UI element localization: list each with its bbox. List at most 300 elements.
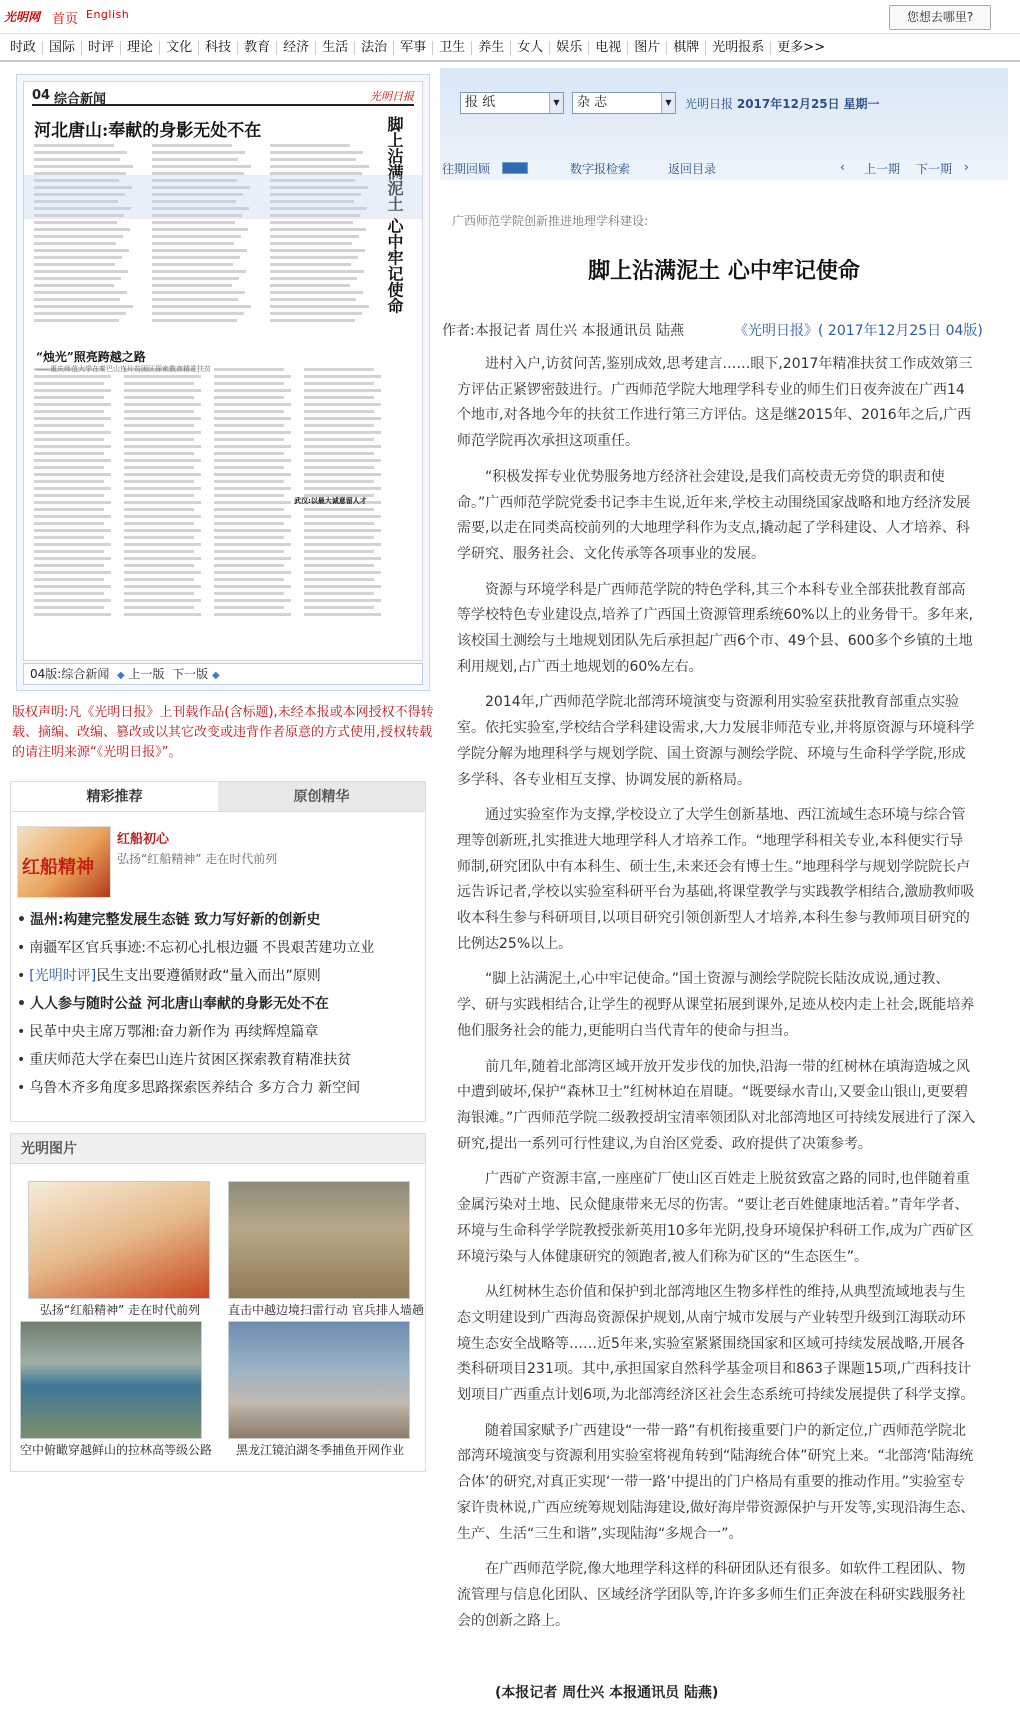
paper-text-line bbox=[214, 564, 284, 567]
recommend-item-text[interactable]: 南疆军区官兵事迹:不忘初心扎根边疆 不畏艰苦建功立业 bbox=[29, 940, 375, 956]
paper-text-line bbox=[152, 319, 237, 322]
chevron-down-icon[interactable]: ▼ bbox=[549, 93, 563, 113]
paper-text-line bbox=[304, 417, 381, 420]
paper-text-line bbox=[214, 606, 284, 609]
paper-text-line bbox=[304, 466, 374, 469]
paper-text-line bbox=[270, 291, 363, 294]
paper-text-line bbox=[304, 550, 374, 553]
paper-text-line bbox=[214, 501, 291, 504]
paper-text-line bbox=[304, 368, 374, 371]
paper-text-line bbox=[34, 158, 120, 161]
article-paragraph: 在广西师范学院,像大地理学科这样的科研团队还有很多。如软件工程团队、物流管理与信息化团队、区域经济学团队等,许许多多师生们正奔波在科研实践服务社会的创新之路上。 bbox=[457, 1561, 966, 1629]
nav-item[interactable]: 时评 bbox=[82, 41, 121, 55]
paper-text-line bbox=[124, 557, 201, 560]
paper-text-line bbox=[304, 585, 381, 588]
paper-text-line bbox=[214, 480, 284, 483]
paper-text-line bbox=[304, 522, 374, 525]
paper-text-line bbox=[270, 242, 352, 245]
paper-text-line bbox=[124, 592, 194, 595]
photo-image[interactable] bbox=[228, 1321, 410, 1439]
paper-text-line bbox=[214, 382, 284, 385]
article-byline: 作者:本报记者 周仕兴 本报通讯员 陆燕 bbox=[442, 323, 685, 339]
paper-header bbox=[32, 88, 414, 106]
paper-text-line bbox=[304, 599, 381, 602]
recommend-item[interactable] bbox=[17, 1046, 421, 1074]
paper-text-line bbox=[214, 403, 291, 406]
paper-text-line bbox=[304, 571, 381, 574]
paper-text-line bbox=[152, 263, 233, 266]
paper-subtitle[interactable]: “烛光”照亮跨越之路 bbox=[36, 350, 146, 364]
paper-text-line bbox=[304, 452, 374, 455]
paper-text-line bbox=[34, 417, 111, 420]
nav-item[interactable]: 卫生 bbox=[433, 41, 472, 55]
paper-text-line bbox=[270, 277, 357, 280]
paper-text-line bbox=[34, 536, 104, 539]
paper-text-line bbox=[124, 396, 194, 399]
copyright-notice: 版权声明:凡《光明日报》上刊载作品(含标题),未经本报或本网授权不得转载、摘编、改编、篡改或以其它改变或违背作者原意的方式使用,授权转载的请注明来源“《光明日报》”。 bbox=[12, 705, 434, 760]
chevron-left-icon[interactable]: ‹ bbox=[840, 160, 845, 174]
photo-item[interactable] bbox=[28, 1181, 212, 1321]
paper-text-line bbox=[214, 529, 291, 532]
paper-text-line bbox=[304, 536, 374, 539]
paper-text-line bbox=[34, 249, 129, 252]
paper-text-line bbox=[34, 494, 104, 497]
paper-text-line bbox=[34, 375, 111, 378]
paper-text-line bbox=[34, 151, 127, 154]
tab-original[interactable]: 原创精华 bbox=[218, 782, 425, 811]
feature-title[interactable]: 红船初心 bbox=[117, 832, 170, 847]
paper-text-line bbox=[304, 473, 381, 476]
nav-item[interactable]: 军事 bbox=[394, 41, 433, 55]
recommend-item-text[interactable]: 温州:构建完整发展生态链 致力写好新的创新史 bbox=[29, 912, 321, 928]
paper-text-line bbox=[34, 578, 104, 581]
paper-text-line bbox=[34, 459, 111, 462]
article-paragraph: 资源与环境学科是广西师范学院的特色学科,其三个本科专业全部获批教育部高等学校特色专业建设点,培养了广西国土资源管理系统60%以上的业务骨干。多年来,该校国土测绘与土地规划团队先后承担起广西6个市、49个县、600多个乡镇的土地利用规划,占广西土地规划的60%左右。 bbox=[457, 581, 974, 675]
paper-text-line bbox=[304, 424, 374, 427]
paper-text-column bbox=[214, 368, 291, 620]
paper-page-nav bbox=[23, 663, 423, 685]
recommend-item-text[interactable]: 民革中央主席万鄂湘:奋力新作为 再续辉煌篇章 bbox=[29, 1024, 319, 1040]
paper-text-line bbox=[214, 459, 291, 462]
paper-text-line bbox=[270, 305, 369, 308]
paper-text-line bbox=[34, 410, 104, 413]
paper-text-line bbox=[214, 536, 284, 539]
paper-text-line bbox=[270, 298, 356, 301]
paper-text-line bbox=[34, 305, 133, 308]
nav-item[interactable]: 科技 bbox=[199, 41, 238, 55]
recommend-item-text[interactable]: 人人参与随时公益 河北唐山奉献的身影无处不在 bbox=[29, 996, 329, 1012]
photo-heading: 光明图片 bbox=[11, 1134, 425, 1164]
newspaper-viewer bbox=[16, 74, 430, 691]
paper-text-line bbox=[270, 151, 363, 154]
paper-text-line bbox=[124, 508, 194, 511]
paper-text-line bbox=[124, 445, 201, 448]
paper-text-line bbox=[124, 480, 194, 483]
paper-text-line bbox=[34, 445, 111, 448]
next-issue-link[interactable]: 下一期 bbox=[916, 162, 953, 176]
paper-vertical-title[interactable]: 脚上沾满泥土 心中牢记使命 bbox=[385, 116, 404, 314]
article-source[interactable]: 《光明日报》( 2017年12月25日 04版) bbox=[734, 323, 983, 339]
paper-text-line bbox=[304, 431, 381, 434]
paper-text-line bbox=[34, 480, 104, 483]
nav-item[interactable]: 法治 bbox=[355, 41, 394, 55]
paper-text-line bbox=[34, 424, 104, 427]
paper-text-line bbox=[152, 235, 241, 238]
recommend-item[interactable] bbox=[17, 1074, 421, 1102]
photo-item[interactable] bbox=[20, 1321, 213, 1461]
paper-text-line bbox=[152, 221, 235, 224]
nav-item[interactable]: 电视 bbox=[589, 41, 628, 55]
date-value: 2017年12月25日 bbox=[736, 97, 840, 111]
paper-text-column bbox=[304, 368, 381, 620]
top-bar bbox=[0, 0, 1020, 34]
paper-text-line bbox=[270, 256, 358, 259]
paper-text-line bbox=[34, 235, 123, 238]
recommend-item[interactable] bbox=[17, 934, 421, 962]
paper-text-line bbox=[34, 298, 120, 301]
paper-text-line bbox=[124, 564, 194, 567]
paper-text-line bbox=[304, 480, 374, 483]
paper-text-line bbox=[304, 403, 381, 406]
feature-image[interactable] bbox=[17, 826, 111, 898]
prev-page-icon[interactable]: ◆ bbox=[116, 670, 125, 681]
paper-text-line bbox=[214, 508, 284, 511]
nav-item[interactable]: 教育 bbox=[238, 41, 277, 55]
paper-text-line bbox=[304, 564, 374, 567]
photo-image[interactable] bbox=[28, 1181, 210, 1299]
paper-type-select[interactable] bbox=[460, 92, 564, 114]
paper-subtitle-small: ——重庆师范大学在秦巴山连片贫困区探索教育精准扶贫 bbox=[36, 365, 211, 373]
paper-text-line bbox=[34, 571, 111, 574]
paper-text-line bbox=[34, 452, 104, 455]
recommend-item[interactable] bbox=[17, 990, 421, 1018]
photo-caption[interactable]: 弘扬“红船精神” 走在时代前列 bbox=[39, 1303, 201, 1317]
paper-text-line bbox=[214, 396, 284, 399]
paper-text-line bbox=[124, 466, 194, 469]
paper-type-value: 报 纸 bbox=[465, 95, 496, 110]
article-paragraph: 进村入户,访贫问苦,鉴别成效,思考建言……眼下,2017年精准扶贫工作成效第三方评估正紧锣密鼓进行。广西师范学院大地理学科专业的师生们日夜奔波在广西14个地市,对各地今年的扶贫工作进行第三方评估。这是继2015年、2016年之后,广西师范学院再次承担这项重任。 bbox=[457, 356, 973, 450]
paper-text-line bbox=[124, 585, 201, 588]
paper-text-line bbox=[124, 382, 194, 385]
paper-text-line bbox=[34, 403, 111, 406]
english-link[interactable]: English bbox=[86, 8, 130, 21]
paper-text-line bbox=[124, 571, 201, 574]
paper-text-line bbox=[34, 242, 116, 245]
nav-item[interactable]: 经济 bbox=[277, 41, 316, 55]
paper-text-line bbox=[34, 550, 104, 553]
paper-text-line bbox=[152, 298, 238, 301]
paper-name: 光明日报 bbox=[685, 97, 734, 111]
paper-text-line bbox=[214, 550, 284, 553]
paper-text-line bbox=[124, 424, 194, 427]
paper-text-line bbox=[270, 144, 350, 147]
paper-text-line bbox=[214, 389, 291, 392]
paper-text-line bbox=[270, 270, 364, 273]
paper-text-line bbox=[124, 403, 201, 406]
photo-item[interactable] bbox=[228, 1321, 412, 1461]
photo-caption[interactable]: 空中俯瞰穿越鲜山的拉林高等级公路 bbox=[20, 1443, 213, 1457]
paper-text-line bbox=[34, 277, 121, 280]
paper-text-column bbox=[124, 368, 201, 620]
paper-text-line bbox=[214, 466, 284, 469]
paper-text-line bbox=[124, 494, 194, 497]
paper-text-column bbox=[34, 368, 111, 620]
paper-text-line bbox=[124, 522, 194, 525]
paper-text-line bbox=[124, 410, 194, 413]
nav-item[interactable]: 更多>> bbox=[777, 40, 826, 55]
paper-text-line bbox=[124, 417, 201, 420]
prev-page-link[interactable]: 上一版 bbox=[128, 667, 165, 681]
paper-text-line bbox=[34, 263, 115, 266]
paper-text-line bbox=[214, 417, 291, 420]
paper-text-line bbox=[34, 487, 111, 490]
paper-text-line bbox=[34, 228, 130, 231]
paper-text-line bbox=[124, 578, 194, 581]
paper-text-line bbox=[152, 284, 232, 287]
paper-text-line bbox=[304, 529, 381, 532]
paper-subtitle-2[interactable]: 武汉:以最大诚意留人才 bbox=[294, 497, 367, 505]
recommend-item-text[interactable]: 民生支出要遵循财政“量入而出”原则 bbox=[96, 968, 321, 984]
paper-text-line bbox=[34, 466, 104, 469]
article-paragraph: 通过实验室作为支撑,学校设立了大学生创新基地、西江流域生态环境与综合管理等创新班,扎实推进大地理学科人才培养工作。“地理学科相关专业,本科便实行导师制,研究团队中有本科生、硕士生,未来还会有博士生。”地理科学与规划学院院长卢远告诉记者,学校以实验室科研平台为基础,将课堂教学与实践教学相结合,激励教师吸收本科生参与科研项目,以项目研究引领创新型人才培养,本科生参与教师项目研究的比例达25%以上。 bbox=[457, 807, 975, 952]
paper-text-line bbox=[270, 284, 350, 287]
paper-text-line bbox=[270, 228, 366, 231]
past-issues-link[interactable]: 往期回顾 bbox=[442, 162, 491, 176]
nav-item[interactable]: 女人 bbox=[511, 41, 550, 55]
paper-text-line bbox=[304, 543, 381, 546]
paper-text-line bbox=[124, 459, 201, 462]
issue-date bbox=[685, 95, 880, 112]
paper-text-line bbox=[214, 375, 291, 378]
paper-text-line bbox=[34, 606, 104, 609]
paper-text-line bbox=[152, 242, 234, 245]
paper-text-line bbox=[34, 557, 111, 560]
paper-text-line bbox=[124, 515, 201, 518]
magazine-select[interactable] bbox=[572, 92, 676, 114]
nav-item[interactable]: 图片 bbox=[628, 41, 667, 55]
paper-text-line bbox=[124, 536, 194, 539]
paper-text-line bbox=[214, 515, 291, 518]
article-paragraph: 前几年,随着北部湾区域开放开发步伐的加快,沿海一带的红树林在填海造城之风中遭到破坏,保护“森林卫士”红树林迫在眉睫。“既要绿水青山,又要金山银山,更要碧海银滩。”广西师范学院二级教授胡宝清率领团队对北部湾地区可持续发展进行了深入研究,提出一系列可行性建议,为自治区党委、政府提供了决策参考。 bbox=[457, 1058, 976, 1152]
paper-text-line bbox=[304, 515, 381, 518]
nav-item[interactable]: 国际 bbox=[43, 41, 82, 55]
back-to-directory-link[interactable]: 返回目录 bbox=[668, 162, 717, 176]
paper-text-line bbox=[214, 368, 284, 371]
paper-text-line bbox=[214, 613, 291, 616]
paper-text-line bbox=[270, 312, 362, 315]
weekday-value: 星期一 bbox=[843, 97, 880, 111]
paper-text-line bbox=[270, 158, 356, 161]
paper-text-line bbox=[270, 221, 353, 224]
article-highlight-overlay[interactable] bbox=[23, 175, 423, 219]
paper-text-line bbox=[34, 165, 133, 168]
photo-item[interactable] bbox=[228, 1181, 424, 1321]
paper-text-line bbox=[304, 557, 381, 560]
paper-text-line bbox=[304, 592, 374, 595]
paper-text-line bbox=[34, 564, 104, 567]
main-nav bbox=[0, 34, 1020, 62]
paper-text-line bbox=[124, 431, 201, 434]
paper-text-line bbox=[34, 256, 122, 259]
paper-text-line bbox=[34, 221, 117, 224]
paper-text-line bbox=[34, 592, 104, 595]
next-page-link[interactable]: 下一版 bbox=[172, 667, 209, 681]
paper-text-line bbox=[214, 431, 291, 434]
paper-text-line bbox=[34, 270, 128, 273]
article-meta bbox=[442, 320, 1012, 340]
digital-search-link[interactable]: 数字报检索 bbox=[570, 162, 631, 176]
paper-text-line bbox=[34, 438, 104, 441]
paper-text-line bbox=[270, 249, 365, 252]
nav-item[interactable]: 养生 bbox=[472, 41, 511, 55]
paper-text-line bbox=[304, 438, 374, 441]
next-page-icon[interactable]: ◆ bbox=[212, 670, 220, 681]
paper-text-line bbox=[34, 284, 114, 287]
search-box[interactable]: 您想去哪里? bbox=[889, 5, 991, 30]
paper-text-line bbox=[214, 410, 284, 413]
paper-text-line bbox=[34, 543, 111, 546]
paper-text-column bbox=[270, 144, 370, 326]
nav-item[interactable]: 光明报系 bbox=[706, 41, 771, 55]
paper-page-number: 04 bbox=[32, 88, 51, 103]
newspaper-page-image[interactable] bbox=[23, 81, 423, 661]
paper-text-line bbox=[124, 375, 201, 378]
article-paragraph: 随着国家赋予广西建设“一带一路”有机衔接重要门户的新定位,广西师范学院北部湾环境演变与资源利用实验室将视角转到“陆海统合体”研究上来。“北部湾‘陆海统合体’的研究,对真正实现‘一带一路’中提出的门户格局有重要的推动作用。”实验室专家许贵林说,广西应统筹规划陆海建设,做好海岸带资源保护与开发等,实现沿海生态、生产、生活“三生和谐”,实现陆海“多规合一”。 bbox=[457, 1422, 975, 1542]
paper-text-line bbox=[124, 473, 201, 476]
paper-text-line bbox=[124, 501, 201, 504]
paper-text-line bbox=[270, 263, 351, 266]
paper-headline[interactable]: 河北唐山:奉献的身影无处不在 bbox=[34, 121, 262, 141]
paper-text-line bbox=[34, 144, 114, 147]
photo-caption[interactable]: 直击中越边境扫雷行动 官兵排人墙趟 bbox=[228, 1303, 424, 1317]
paper-text-line bbox=[152, 291, 245, 294]
paper-text-line bbox=[34, 529, 111, 532]
paper-text-line bbox=[304, 445, 381, 448]
paper-text-line bbox=[304, 606, 374, 609]
paper-text-line bbox=[214, 578, 284, 581]
paper-text-line bbox=[214, 452, 284, 455]
paper-brand: 光明日报 bbox=[370, 90, 414, 103]
article-paragraph: 从红树林生态价值和保护到北部湾地区生物多样性的维持,从典型流域地表与生态文明建设到广西海岛资源保护规划,从南宁城市发展与产业转型升级到江海联动环境生态安全战略等……近5年来,实验室紧紧围绕国家和区域可持续发展战略,开展各类科研项目231项。其中,承担国家自然科学基金项目和863子课题15项,广西科技计划项目广西重点计划6项,为北部湾经济区社会生态系统可持续发展提供了科学支撑。 bbox=[457, 1284, 975, 1404]
paper-text-line bbox=[124, 389, 201, 392]
paper-text-line bbox=[304, 487, 381, 490]
paper-text-line bbox=[34, 515, 111, 518]
paper-text-line bbox=[152, 151, 245, 154]
paper-text-line bbox=[270, 319, 355, 322]
paper-text-line bbox=[152, 249, 247, 252]
nav-item[interactable]: 生活 bbox=[316, 41, 355, 55]
recommend-item[interactable] bbox=[17, 906, 421, 934]
paper-text-line bbox=[152, 256, 240, 259]
paper-text-line bbox=[34, 508, 104, 511]
paper-text-line bbox=[152, 228, 248, 231]
photo-caption[interactable]: 黑龙江镜泊湖冬季捕鱼开网作业 bbox=[235, 1443, 404, 1457]
nav-item[interactable]: 娱乐 bbox=[550, 41, 589, 55]
paper-text-line bbox=[304, 578, 374, 581]
paper-text-line bbox=[304, 459, 381, 462]
paper-nav-label: 04版:综合新闻 bbox=[30, 667, 110, 681]
paper-text-line bbox=[214, 543, 291, 546]
paper-text-line bbox=[34, 382, 104, 385]
paper-text-line bbox=[124, 529, 201, 532]
paper-text-line bbox=[124, 606, 194, 609]
paper-text-column bbox=[152, 144, 252, 326]
paper-text-line bbox=[34, 522, 104, 525]
paper-text-line bbox=[304, 508, 374, 511]
home-link[interactable]: 首页 bbox=[52, 12, 79, 27]
paper-text-line bbox=[214, 487, 291, 490]
paper-text-line bbox=[270, 235, 359, 238]
feature-desc[interactable]: 弘扬“红船精神” 走在时代前列 bbox=[117, 852, 278, 866]
nav-item[interactable]: 文化 bbox=[160, 41, 199, 55]
paper-text-line bbox=[152, 165, 251, 168]
paper-text-line bbox=[152, 305, 251, 308]
paper-text-line bbox=[214, 424, 284, 427]
paper-text-line bbox=[124, 550, 194, 553]
recommend-item-text[interactable]: 乌鲁木齐多角度多思路探索医养结合 多方合力 新空间 bbox=[29, 1080, 361, 1096]
paper-text-line bbox=[214, 599, 291, 602]
paper-text-line bbox=[34, 396, 104, 399]
calendar-icon[interactable] bbox=[502, 162, 528, 174]
paper-text-line bbox=[214, 494, 284, 497]
paper-text-line bbox=[124, 599, 201, 602]
recommend-list bbox=[17, 906, 421, 1102]
article-sign: (本报记者 周仕兴 本报通讯员 陆燕) bbox=[495, 1685, 719, 1701]
paper-text-line bbox=[124, 452, 194, 455]
nav-item[interactable]: 时政 bbox=[4, 41, 43, 55]
paper-text-line bbox=[270, 165, 369, 168]
recommend-tabs bbox=[11, 782, 425, 812]
paper-text-line bbox=[152, 277, 239, 280]
paper-text-line bbox=[304, 396, 374, 399]
photo-image[interactable] bbox=[228, 1181, 410, 1299]
article-paragraph: “脚上沾满泥土,心中牢记使命。”国土资源与测绘学院院长陆汝成说,通过教、学、研与实践相结合,让学生的视野从课堂拓展到课外,足迹从校内走上社会,既能培养他们服务社会的能力,更能明白当代青年的使命与担当。 bbox=[457, 971, 975, 1039]
paper-text-line bbox=[34, 501, 111, 504]
photo-image[interactable] bbox=[20, 1321, 202, 1439]
prev-issue-link[interactable]: 上一期 bbox=[864, 162, 901, 176]
recommend-item-text[interactable]: 重庆师范大学在秦巴山连片贫困区探索教育精准扶贫 bbox=[29, 1052, 352, 1068]
paper-text-line bbox=[152, 158, 238, 161]
paper-text-line bbox=[214, 557, 291, 560]
paper-text-line bbox=[34, 312, 126, 315]
paper-text-line bbox=[214, 522, 284, 525]
article-title: 脚上沾满泥土 心中牢记使命 bbox=[588, 259, 860, 284]
tab-featured[interactable]: 精彩推荐 bbox=[11, 782, 218, 811]
paper-text-line bbox=[214, 445, 291, 448]
recommend-box bbox=[10, 781, 426, 1122]
paper-text-line bbox=[304, 613, 381, 616]
magazine-value: 杂 志 bbox=[577, 95, 608, 110]
recommend-item-tag[interactable]: [光明时评] bbox=[29, 968, 97, 984]
paper-text-line bbox=[214, 438, 284, 441]
paper-text-line bbox=[34, 431, 111, 434]
recommend-item[interactable] bbox=[17, 1018, 421, 1046]
paper-text-line bbox=[214, 473, 291, 476]
paper-text-line bbox=[304, 410, 374, 413]
paper-section: 综合新闻 bbox=[54, 92, 107, 107]
chevron-right-icon[interactable]: › bbox=[964, 160, 969, 174]
paper-text-line bbox=[214, 585, 291, 588]
nav-item[interactable]: 理论 bbox=[121, 41, 160, 55]
recommend-item[interactable] bbox=[17, 962, 421, 990]
paper-text-line bbox=[304, 375, 381, 378]
chevron-down-icon[interactable]: ▼ bbox=[661, 93, 675, 113]
nav-item[interactable]: 棋牌 bbox=[667, 41, 706, 55]
paper-text-line bbox=[124, 613, 201, 616]
site-logo[interactable] bbox=[4, 6, 48, 28]
paper-text-line bbox=[214, 571, 291, 574]
paper-text-line bbox=[34, 613, 111, 616]
